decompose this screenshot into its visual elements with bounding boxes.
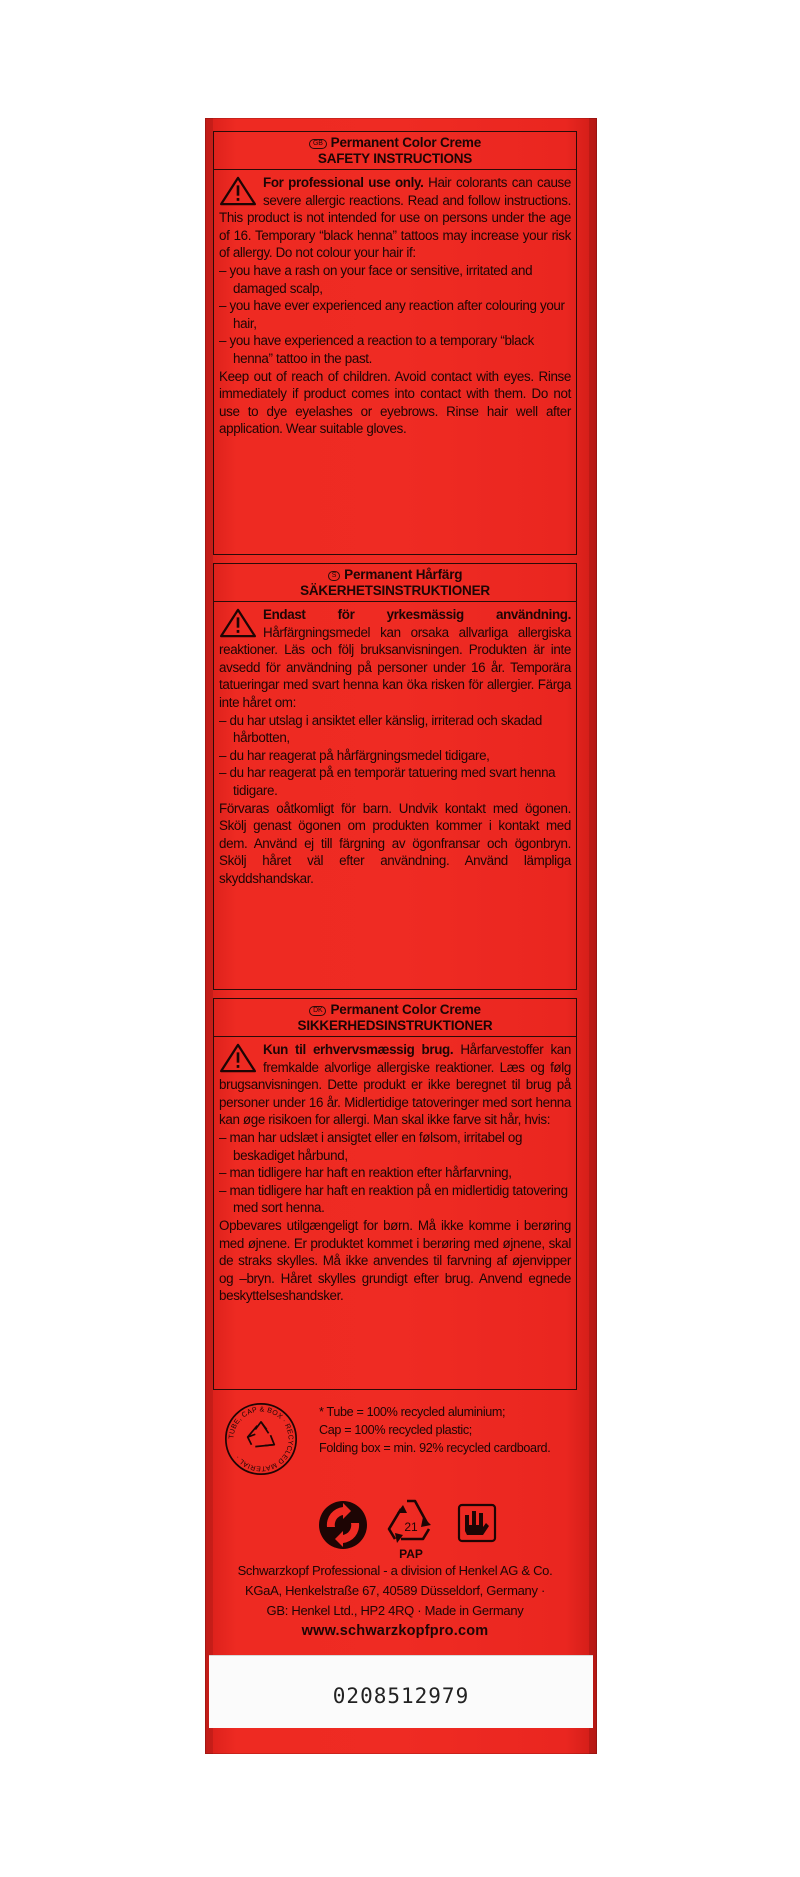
bullet-item: – du har reagerat på en temporär tatuering med svart henna tidigare.	[219, 765, 556, 798]
outro-text: Förvaras oåtkomligt för barn. Undvik kontakt med ögonen. Skölj genast ögonen om produkten kommer i kontakt med dem. Använd ej till färgning av ögonfransar och ögonbryn. Skölj håret väl efter användning. Använd lämpliga skyddshandskar.	[219, 800, 571, 886]
safety-section-se	[213, 563, 577, 990]
pap-number: 21	[404, 1520, 418, 1534]
language-flag: DK	[309, 1006, 326, 1016]
safety-section-dk	[213, 998, 577, 1390]
svg-text:TUBE, CAP & BOX · RECYCLED MAT	[228, 1406, 293, 1471]
batch-code-strip	[209, 1655, 593, 1728]
company-line: KGaA, Henkelstraße 67, 40589 Düsseldorf, Germany ·	[244, 1583, 546, 1598]
intro-text: Hårfärgningsmedel kan orsaka allvarliga allergiska reaktioner. Läs och följ bruksanvisningen. Produkten är inte avsedd för användning på personer under 16 år. Temporära tatueringar med svart henna kan öka risken för allergier. Färga inte håret om:	[219, 624, 571, 710]
recycled-material-badge-icon	[223, 1401, 299, 1477]
lead-text: Endast för yrkesmässig användning.	[263, 607, 571, 622]
language-flag: S	[328, 571, 340, 581]
bullet-item: – man har udslæt i ansigtet eller en følsom, irritabel og beskadiget hårbund,	[219, 1129, 523, 1163]
bullet-item: – du har utslag i ansiktet eller känslig, irriterad och skadad hårbotten,	[219, 712, 542, 746]
section-header	[214, 999, 576, 1037]
bullet-item: – you have ever experienced any reaction after colouring your hair,	[219, 298, 565, 331]
intro-text: Hårfarvestoffer kan fremkalde alvorlige allergiske reaktioner. Læs og følg brugsanvisningen. Dette produkt er ikke beregnet til brug på personer under 16 år. Midlertidige tatoveringer med sort henna kan øge risikoen for allergi. Man skal ikke farve sit hår, hvis:	[219, 1042, 571, 1128]
recycling-notes	[319, 1403, 579, 1457]
company-line: GB: Henkel Ltd., HP2 4RQ · Made in Germany	[266, 1603, 524, 1618]
pap-recycling-triangle-icon	[379, 1495, 443, 1551]
warning-triangle-icon	[219, 608, 257, 638]
batch-code: 0208512979	[332, 1684, 470, 1708]
recycle-sorting-hand-icon	[455, 1501, 499, 1545]
recycling-icons-row	[307, 1495, 507, 1565]
section-subtitle: SIKKERHEDSINSTRUKTIONER	[297, 1018, 493, 1033]
bullet-item: – man tidligere har haft en reaktion efter hårfarvning,	[219, 1165, 512, 1181]
warning-triangle-icon	[219, 176, 257, 206]
section-title: Permanent Color Creme	[330, 135, 482, 150]
green-dot-icon	[317, 1499, 369, 1551]
badge-ring-text: TUBE, CAP & BOX · RECYCLED MATERIAL ·	[228, 1406, 294, 1472]
lead-text: For professional use only.	[263, 175, 424, 190]
company-info	[213, 1561, 577, 1641]
bullet-item: – you have experienced a reaction to a temporary “black henna” tattoo in the past.	[219, 333, 534, 366]
recycling-note: * Tube = 100% recycled aluminium;	[319, 1405, 506, 1419]
outro-text: Opbevares utilgængeligt for børn. Må ikke komme i berøring med øjnene. Er produktet kommet i berøring med øjnene, skal de straks skylles. Må ikke anvendes til farvning af øjenvipper og –bryn. Håret skylles grundigt efter brug. Anvend egnede beskyttelseshandsker.	[219, 1217, 571, 1304]
bullet-item: – you have a rash on your face or sensitive, irritated and damaged scalp,	[219, 262, 533, 296]
section-title: Permanent Hårfärg	[344, 567, 463, 582]
section-title: Permanent Color Creme	[330, 1002, 481, 1017]
company-line: Schwarzkopf Professional - a division of Henkel AG & Co.	[237, 1563, 553, 1578]
section-header	[214, 132, 576, 170]
bullet-item: – man tidligere har haft en reaktion på en midlertidig tatovering med sort henna.	[219, 1182, 568, 1216]
section-body	[214, 1037, 576, 1308]
language-flag: GB	[309, 139, 327, 149]
recycling-and-company-area	[213, 1395, 577, 1640]
section-body	[214, 170, 576, 441]
section-subtitle: SÄKERHETSINSTRUKTIONER	[300, 583, 490, 598]
lead-text: Kun til erhvervsmæssig brug.	[263, 1042, 454, 1057]
company-website: www.schwarzkopfpro.com	[301, 1623, 489, 1639]
recycling-note: Cap = 100% recycled plastic;	[319, 1423, 472, 1437]
box-edge-shadow-left	[205, 118, 213, 1754]
bullet-item: – du har reagerat på hårfärgningsmedel tidigare,	[219, 747, 490, 763]
section-body	[214, 602, 576, 891]
section-subtitle: SAFETY INSTRUCTIONS	[317, 151, 473, 166]
pap-label: PAP	[399, 1547, 423, 1561]
warning-triangle-icon	[219, 1043, 257, 1073]
box-edge-shadow-right	[589, 118, 597, 1754]
intro-text: Hair colorants can cause severe allergic reactions. Read and follow instructions. This product is not intended for use on persons under the age of 16. Temporary “black henna” tattoos may increase your risk of allergy. Do not colour your hair if:	[219, 175, 571, 261]
outro-text: Keep out of reach of children. Avoid contact with eyes. Rinse immediately if product comes into contact with them. Do not use to dye eyelashes or eyebrows. Rinse hair well after application. Wear suitable gloves.	[219, 368, 571, 437]
recycling-note: Folding box = min. 92% recycled cardboard.	[319, 1441, 551, 1455]
section-header	[214, 564, 576, 602]
safety-section-gb	[213, 131, 577, 555]
